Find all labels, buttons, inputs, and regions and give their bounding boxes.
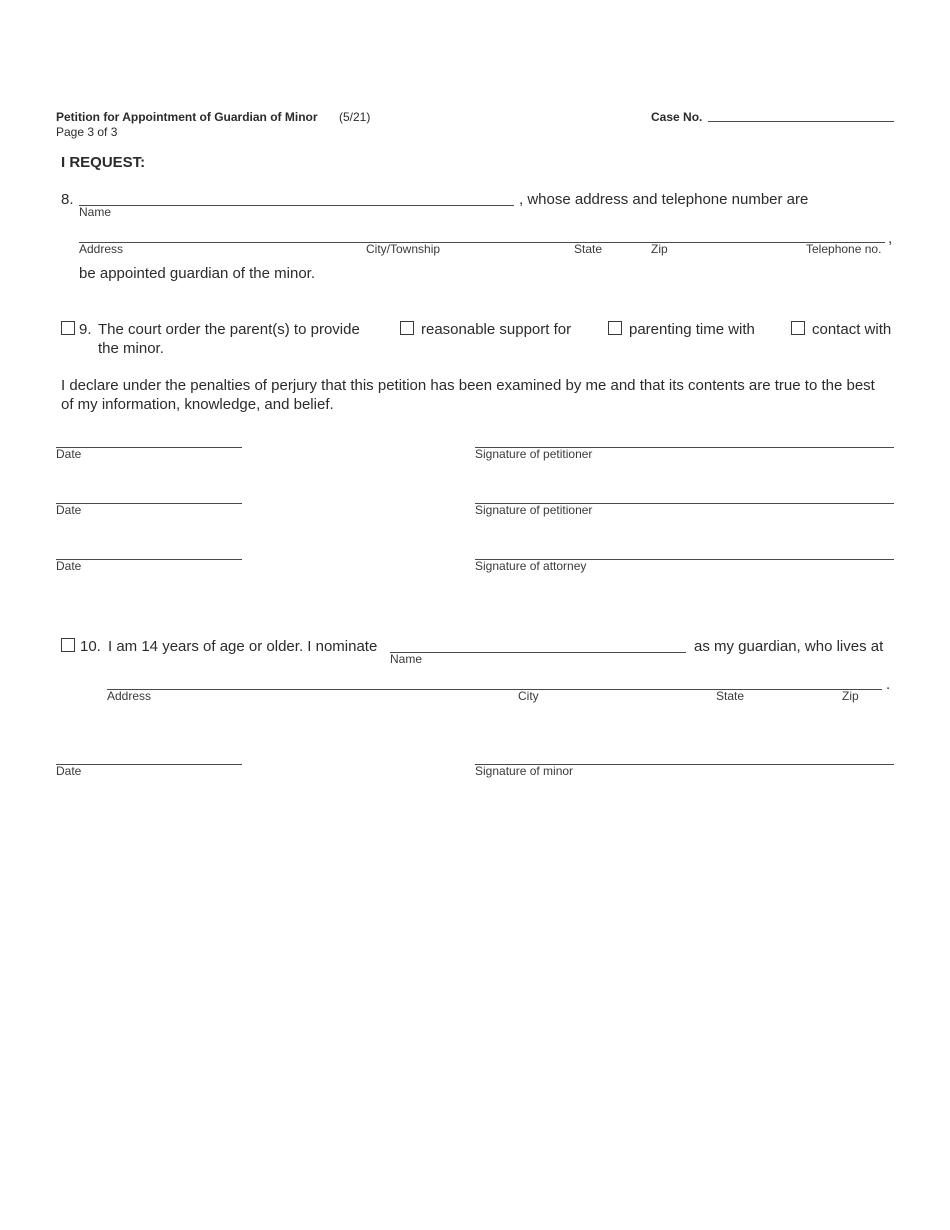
item8-city-label: City/Township bbox=[366, 242, 441, 256]
item9-lead: The court order the parent(s) to provide bbox=[98, 321, 360, 338]
date-field[interactable] bbox=[56, 447, 242, 448]
declaration-line1: I declare under the penalties of perjury that this petition has been examined by me and that its contents are true to the best bbox=[61, 377, 875, 394]
item10-state-label: State bbox=[716, 689, 745, 703]
item10-city-label: City bbox=[518, 689, 539, 703]
petitioner-signature-label: Signature of petitioner bbox=[475, 447, 593, 461]
guardian-address-field[interactable] bbox=[79, 242, 885, 243]
item10-name-label: Name bbox=[390, 652, 423, 666]
item10-tail: as my guardian, who lives at bbox=[694, 638, 884, 655]
item8-address-phrase: , whose address and telephone number are bbox=[519, 191, 809, 208]
item10-checkbox[interactable] bbox=[61, 638, 75, 652]
minor-signature-label: Signature of minor bbox=[475, 764, 574, 778]
date-label: Date bbox=[56, 764, 82, 778]
item10-address-label: Address bbox=[107, 689, 152, 703]
contact-checkbox[interactable] bbox=[791, 321, 805, 335]
case-no-label: Case No. bbox=[651, 110, 703, 124]
item10-zip-label: Zip bbox=[842, 689, 859, 703]
parenting-time-label: parenting time with bbox=[629, 321, 755, 338]
nominee-address-field[interactable] bbox=[107, 689, 882, 690]
date-label: Date bbox=[56, 559, 82, 573]
date-field[interactable] bbox=[56, 503, 242, 504]
item9-checkbox[interactable] bbox=[61, 321, 75, 335]
form-title: Petition for Appointment of Guardian of Minor bbox=[56, 110, 318, 124]
item8-trailing-comma: , bbox=[888, 230, 893, 247]
page-number: Page 3 of 3 bbox=[56, 125, 118, 139]
item10-number: 10. bbox=[80, 638, 101, 655]
parenting-time-checkbox[interactable] bbox=[608, 321, 622, 335]
form-version: (5/21) bbox=[339, 110, 371, 124]
case-no-field[interactable] bbox=[708, 121, 894, 122]
date-field[interactable] bbox=[56, 764, 242, 765]
item10-trailing-period: . bbox=[886, 676, 891, 693]
item8-name-label: Name bbox=[79, 205, 112, 219]
guardian-name-field[interactable] bbox=[79, 205, 514, 206]
declaration-line2: of my information, knowledge, and belief. bbox=[61, 396, 334, 413]
support-checkbox[interactable] bbox=[400, 321, 414, 335]
item9-number: 9. bbox=[79, 321, 92, 338]
item8-phone-label: Telephone no. bbox=[806, 242, 882, 256]
item10-lead: I am 14 years of age or older. I nominate bbox=[108, 638, 378, 655]
request-heading: I REQUEST: bbox=[61, 154, 146, 171]
date-field[interactable] bbox=[56, 559, 242, 560]
item8-address-label: Address bbox=[79, 242, 124, 256]
attorney-signature-label: Signature of attorney bbox=[475, 559, 587, 573]
nominee-name-field[interactable] bbox=[390, 652, 686, 653]
date-label: Date bbox=[56, 503, 82, 517]
petitioner-signature-label: Signature of petitioner bbox=[475, 503, 593, 517]
item8-number: 8. bbox=[61, 191, 74, 208]
item8-appointed-text: be appointed guardian of the minor. bbox=[79, 265, 316, 282]
item8-zip-label: Zip bbox=[651, 242, 668, 256]
item9-continuation: the minor. bbox=[98, 340, 164, 357]
support-label: reasonable support for bbox=[421, 321, 572, 338]
item8-state-label: State bbox=[574, 242, 603, 256]
date-label: Date bbox=[56, 447, 82, 461]
contact-label: contact with bbox=[812, 321, 892, 338]
